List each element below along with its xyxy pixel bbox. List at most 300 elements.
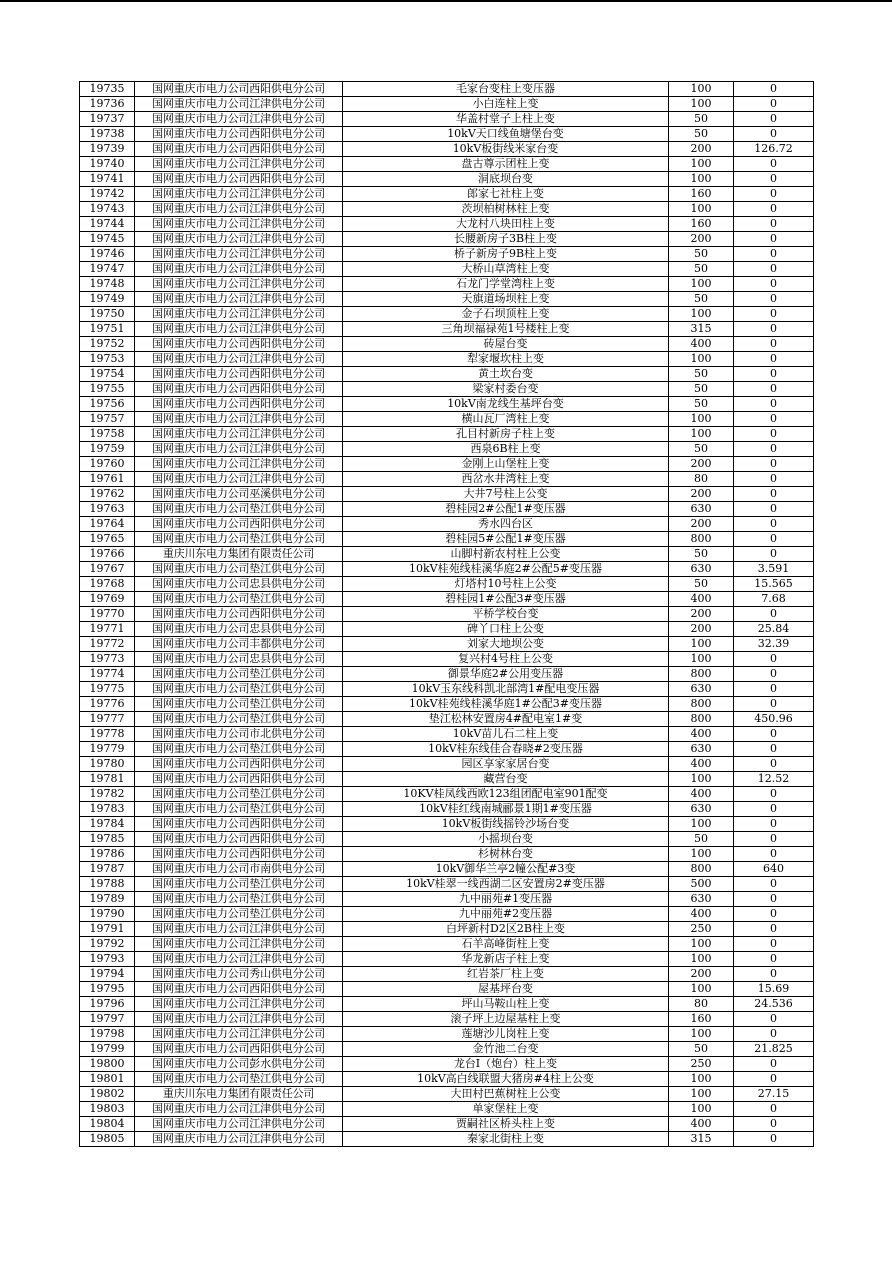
table-row <box>80 817 814 832</box>
table-row <box>80 547 814 562</box>
row-number-cell: 19751 <box>80 322 135 337</box>
capacity-cell: 200 <box>669 967 734 982</box>
transformer-name-cell: 10kV桂东线佳合春晓#2变压器 <box>343 742 669 757</box>
capacity-cell: 800 <box>669 862 734 877</box>
value-cell: 0 <box>734 787 814 802</box>
table-row <box>80 577 814 592</box>
row-number-cell: 19763 <box>80 502 135 517</box>
transformer-name-cell: 复兴村4号柱上公变 <box>343 652 669 667</box>
capacity-cell: 50 <box>669 547 734 562</box>
capacity-cell: 200 <box>669 517 734 532</box>
row-number-cell: 19759 <box>80 442 135 457</box>
table-row <box>80 97 814 112</box>
table-row <box>80 1027 814 1042</box>
value-cell: 0 <box>734 697 814 712</box>
value-cell: 0 <box>734 412 814 427</box>
capacity-cell: 100 <box>669 352 734 367</box>
transformer-name-cell: 灯塔村10号柱上公变 <box>343 577 669 592</box>
transformer-name-cell: 犁家堰坎柱上变 <box>343 352 669 367</box>
company-cell: 国网重庆市电力公司垫江供电分公司 <box>135 742 343 757</box>
row-number-cell: 19748 <box>80 277 135 292</box>
row-number-cell: 19787 <box>80 862 135 877</box>
company-cell: 国网重庆市电力公司江津供电分公司 <box>135 472 343 487</box>
company-cell: 国网重庆市电力公司江津供电分公司 <box>135 217 343 232</box>
table-row <box>80 367 814 382</box>
company-cell: 国网重庆市电力公司垫江供电分公司 <box>135 907 343 922</box>
row-number-cell: 19740 <box>80 157 135 172</box>
value-cell: 27.15 <box>734 1087 814 1102</box>
company-cell: 国网重庆市电力公司彭水供电分公司 <box>135 1057 343 1072</box>
table-row <box>80 847 814 862</box>
transformer-name-cell: 大龙村八块田柱上变 <box>343 217 669 232</box>
row-number-cell: 19804 <box>80 1117 135 1132</box>
row-number-cell: 19739 <box>80 142 135 157</box>
row-number-cell: 19749 <box>80 292 135 307</box>
table-row <box>80 82 814 97</box>
row-number-cell: 19735 <box>80 82 135 97</box>
value-cell: 0 <box>734 517 814 532</box>
company-cell: 国网重庆市电力公司市南供电分公司 <box>135 862 343 877</box>
table-body <box>80 82 814 1147</box>
capacity-cell: 100 <box>669 937 734 952</box>
row-number-cell: 19744 <box>80 217 135 232</box>
table-row <box>80 1012 814 1027</box>
transformer-name-cell: 桥子新房子9B柱上变 <box>343 247 669 262</box>
capacity-cell: 400 <box>669 592 734 607</box>
table-row <box>80 142 814 157</box>
transformer-name-cell: 茨坝柏树林柱上变 <box>343 202 669 217</box>
capacity-cell: 100 <box>669 1087 734 1102</box>
transformer-name-cell: 白坪新村D2区2B柱上变 <box>343 922 669 937</box>
value-cell: 0 <box>734 832 814 847</box>
company-cell: 国网重庆市电力公司江津供电分公司 <box>135 952 343 967</box>
row-number-cell: 19747 <box>80 262 135 277</box>
capacity-cell: 50 <box>669 397 734 412</box>
capacity-cell: 400 <box>669 337 734 352</box>
transformer-name-cell: 10kV御华兰亭2幢公配#3变 <box>343 862 669 877</box>
transformer-name-cell: 贾嗣社区桥头柱上变 <box>343 1117 669 1132</box>
capacity-cell: 100 <box>669 772 734 787</box>
row-number-cell: 19789 <box>80 892 135 907</box>
transformer-name-cell: 山脚村新农村柱上公变 <box>343 547 669 562</box>
value-cell: 0 <box>734 922 814 937</box>
row-number-cell: 19800 <box>80 1057 135 1072</box>
row-number-cell: 19781 <box>80 772 135 787</box>
table-row <box>80 637 814 652</box>
row-number-cell: 19788 <box>80 877 135 892</box>
company-cell: 国网重庆市电力公司垫江供电分公司 <box>135 592 343 607</box>
company-cell: 国网重庆市电力公司江津供电分公司 <box>135 232 343 247</box>
row-number-cell: 19805 <box>80 1132 135 1147</box>
row-number-cell: 19801 <box>80 1072 135 1087</box>
table-row <box>80 127 814 142</box>
value-cell: 0 <box>734 547 814 562</box>
value-cell: 12.52 <box>734 772 814 787</box>
value-cell: 0 <box>734 937 814 952</box>
transformer-name-cell: 三角坝福禄苑1号楼柱上变 <box>343 322 669 337</box>
value-cell: 0 <box>734 682 814 697</box>
transformer-name-cell: 碑丫口柱上公变 <box>343 622 669 637</box>
value-cell: 0 <box>734 607 814 622</box>
company-cell: 国网重庆市电力公司江津供电分公司 <box>135 292 343 307</box>
value-cell: 0 <box>734 442 814 457</box>
transformer-name-cell: 10KV桂凤线西欧123组团配电室901配变 <box>343 787 669 802</box>
value-cell: 0 <box>734 217 814 232</box>
table-row <box>80 952 814 967</box>
table-row <box>80 757 814 772</box>
table-row <box>80 832 814 847</box>
capacity-cell: 100 <box>669 1072 734 1087</box>
capacity-cell: 100 <box>669 412 734 427</box>
company-cell: 国网重庆市电力公司西阳供电分公司 <box>135 172 343 187</box>
capacity-cell: 160 <box>669 217 734 232</box>
transformer-name-cell: 10kV苗儿石二柱上变 <box>343 727 669 742</box>
capacity-cell: 50 <box>669 262 734 277</box>
row-number-cell: 19796 <box>80 997 135 1012</box>
value-cell: 0 <box>734 172 814 187</box>
capacity-cell: 100 <box>669 817 734 832</box>
transformer-name-cell: 秦家北街柱上变 <box>343 1132 669 1147</box>
transformer-name-cell: 10kV高白线联盟大猪房#4柱上公变 <box>343 1072 669 1087</box>
row-number-cell: 19775 <box>80 682 135 697</box>
company-cell: 国网重庆市电力公司江津供电分公司 <box>135 277 343 292</box>
transformer-name-cell: 垫江松林安置房4#配电室1#变 <box>343 712 669 727</box>
company-cell: 国网重庆市电力公司江津供电分公司 <box>135 937 343 952</box>
capacity-cell: 630 <box>669 742 734 757</box>
transformer-name-cell: 砖屋台变 <box>343 337 669 352</box>
company-cell: 重庆川东电力集团有限责任公司 <box>135 547 343 562</box>
transformer-name-cell: 莲塘沙儿岗柱上变 <box>343 1027 669 1042</box>
company-cell: 国网重庆市电力公司江津供电分公司 <box>135 202 343 217</box>
row-number-cell: 19790 <box>80 907 135 922</box>
value-cell: 0 <box>734 97 814 112</box>
transformer-name-cell: 天旗道场坝柱上变 <box>343 292 669 307</box>
table-row <box>80 487 814 502</box>
transformer-name-cell: 黄土坎台变 <box>343 367 669 382</box>
value-cell: 0 <box>734 262 814 277</box>
transformer-name-cell: 10kV桂苑线桂溪华庭1#公配3#变压器 <box>343 697 669 712</box>
value-cell: 32.39 <box>734 637 814 652</box>
capacity-cell: 100 <box>669 202 734 217</box>
transformer-name-cell: 藏营台变 <box>343 772 669 787</box>
value-cell: 0 <box>734 292 814 307</box>
value-cell: 0 <box>734 967 814 982</box>
value-cell: 15.565 <box>734 577 814 592</box>
company-cell: 国网重庆市电力公司江津供电分公司 <box>135 1027 343 1042</box>
company-cell: 国网重庆市电力公司垫江供电分公司 <box>135 787 343 802</box>
value-cell: 0 <box>734 352 814 367</box>
table-row <box>80 862 814 877</box>
company-cell: 国网重庆市电力公司西阳供电分公司 <box>135 982 343 997</box>
value-cell: 0 <box>734 1102 814 1117</box>
table-row <box>80 562 814 577</box>
company-cell: 国网重庆市电力公司西阳供电分公司 <box>135 142 343 157</box>
transformer-name-cell: 长腰新房子3B柱上变 <box>343 232 669 247</box>
capacity-cell: 250 <box>669 922 734 937</box>
transformer-name-cell: 金子石坝顶柱上变 <box>343 307 669 322</box>
table-row <box>80 292 814 307</box>
value-cell: 15.69 <box>734 982 814 997</box>
row-number-cell: 19753 <box>80 352 135 367</box>
company-cell: 国网重庆市电力公司西阳供电分公司 <box>135 1042 343 1057</box>
capacity-cell: 200 <box>669 607 734 622</box>
value-cell: 0 <box>734 652 814 667</box>
value-cell: 0 <box>734 457 814 472</box>
row-number-cell: 19762 <box>80 487 135 502</box>
table-row <box>80 742 814 757</box>
value-cell: 0 <box>734 1057 814 1072</box>
value-cell: 0 <box>734 397 814 412</box>
company-cell: 国网重庆市电力公司西阳供电分公司 <box>135 757 343 772</box>
table-row <box>80 1132 814 1147</box>
capacity-cell: 100 <box>669 1102 734 1117</box>
table-row <box>80 907 814 922</box>
transformer-name-cell: 西泉6B柱上变 <box>343 442 669 457</box>
table-row <box>80 1087 814 1102</box>
company-cell: 国网重庆市电力公司垫江供电分公司 <box>135 502 343 517</box>
row-number-cell: 19798 <box>80 1027 135 1042</box>
company-cell: 国网重庆市电力公司忠县供电分公司 <box>135 652 343 667</box>
table-row <box>80 202 814 217</box>
company-cell: 国网重庆市电力公司江津供电分公司 <box>135 1012 343 1027</box>
transformer-name-cell: 屋基坪台变 <box>343 982 669 997</box>
company-cell: 国网重庆市电力公司巫溪供电分公司 <box>135 487 343 502</box>
capacity-cell: 100 <box>669 637 734 652</box>
transformer-name-cell: 10kV桂红线南城郦景1期1#变压器 <box>343 802 669 817</box>
transformer-name-cell: 秀水四台区 <box>343 517 669 532</box>
transformer-name-cell: 刘家大地坝公变 <box>343 637 669 652</box>
row-number-cell: 19793 <box>80 952 135 967</box>
transformer-name-cell: 孔目村新房子柱上变 <box>343 427 669 442</box>
transformer-name-cell: 红岩茶厂柱上变 <box>343 967 669 982</box>
company-cell: 国网重庆市电力公司垫江供电分公司 <box>135 562 343 577</box>
value-cell: 0 <box>734 892 814 907</box>
capacity-cell: 315 <box>669 322 734 337</box>
table-row <box>80 697 814 712</box>
transformer-name-cell: 坪山马鞍山柱上变 <box>343 997 669 1012</box>
value-cell: 0 <box>734 487 814 502</box>
transformer-name-cell: 平桥学校台变 <box>343 607 669 622</box>
transformer-name-cell: 九中丽苑#1变压器 <box>343 892 669 907</box>
row-number-cell: 19760 <box>80 457 135 472</box>
company-cell: 国网重庆市电力公司江津供电分公司 <box>135 112 343 127</box>
row-number-cell: 19742 <box>80 187 135 202</box>
table-row <box>80 412 814 427</box>
value-cell: 0 <box>734 307 814 322</box>
row-number-cell: 19750 <box>80 307 135 322</box>
company-cell: 国网重庆市电力公司江津供电分公司 <box>135 352 343 367</box>
page-top-rule <box>0 0 892 2</box>
company-cell: 国网重庆市电力公司江津供电分公司 <box>135 187 343 202</box>
row-number-cell: 19754 <box>80 367 135 382</box>
table-row <box>80 337 814 352</box>
transformer-name-cell: 滚子坪上边屋基柱上变 <box>343 1012 669 1027</box>
row-number-cell: 19761 <box>80 472 135 487</box>
company-cell: 国网重庆市电力公司江津供电分公司 <box>135 262 343 277</box>
table-row <box>80 967 814 982</box>
table-row <box>80 322 814 337</box>
transformer-name-cell: 郎家七社柱上变 <box>343 187 669 202</box>
transformer-name-cell: 10kV桂翠一线西湖二区安置房2#变压器 <box>343 877 669 892</box>
transformer-name-cell: 大井7号柱上公变 <box>343 487 669 502</box>
row-number-cell: 19780 <box>80 757 135 772</box>
transformer-name-cell: 10kV桂苑线桂溪华庭2#公配5#变压器 <box>343 562 669 577</box>
row-number-cell: 19768 <box>80 577 135 592</box>
transformer-name-cell: 洞底坝台变 <box>343 172 669 187</box>
row-number-cell: 19737 <box>80 112 135 127</box>
value-cell: 0 <box>734 232 814 247</box>
capacity-cell: 50 <box>669 247 734 262</box>
capacity-cell: 100 <box>669 982 734 997</box>
company-cell: 国网重庆市电力公司西阳供电分公司 <box>135 367 343 382</box>
transformer-name-cell: 碧桂园5#公配1#变压器 <box>343 532 669 547</box>
value-cell: 0 <box>734 1132 814 1147</box>
company-cell: 国网重庆市电力公司秀山供电分公司 <box>135 967 343 982</box>
transformer-name-cell: 石羊高峰街柱上变 <box>343 937 669 952</box>
transformer-name-cell: 御景华庭2#公用变压器 <box>343 667 669 682</box>
capacity-cell: 800 <box>669 532 734 547</box>
row-number-cell: 19757 <box>80 412 135 427</box>
transformer-name-cell: 九中丽苑#2变压器 <box>343 907 669 922</box>
row-number-cell: 19795 <box>80 982 135 997</box>
row-number-cell: 19799 <box>80 1042 135 1057</box>
company-cell: 国网重庆市电力公司垫江供电分公司 <box>135 892 343 907</box>
capacity-cell: 50 <box>669 1042 734 1057</box>
capacity-cell: 200 <box>669 457 734 472</box>
company-cell: 国网重庆市电力公司江津供电分公司 <box>135 1132 343 1147</box>
transformer-name-cell: 华盖村堂子上柱上变 <box>343 112 669 127</box>
row-number-cell: 19736 <box>80 97 135 112</box>
row-number-cell: 19771 <box>80 622 135 637</box>
row-number-cell: 19764 <box>80 517 135 532</box>
value-cell: 0 <box>734 1117 814 1132</box>
table-row <box>80 667 814 682</box>
value-cell: 21.825 <box>734 1042 814 1057</box>
company-cell: 国网重庆市电力公司垫江供电分公司 <box>135 682 343 697</box>
value-cell: 0 <box>734 1027 814 1042</box>
row-number-cell: 19803 <box>80 1102 135 1117</box>
company-cell: 国网重庆市电力公司西阳供电分公司 <box>135 397 343 412</box>
company-cell: 国网重庆市电力公司西阳供电分公司 <box>135 772 343 787</box>
value-cell: 25.84 <box>734 622 814 637</box>
table-row <box>80 157 814 172</box>
row-number-cell: 19776 <box>80 697 135 712</box>
company-cell: 国网重庆市电力公司江津供电分公司 <box>135 412 343 427</box>
row-number-cell: 19738 <box>80 127 135 142</box>
table-row <box>80 787 814 802</box>
table-row <box>80 892 814 907</box>
capacity-cell: 200 <box>669 142 734 157</box>
row-number-cell: 19769 <box>80 592 135 607</box>
value-cell: 0 <box>734 817 814 832</box>
table-row <box>80 727 814 742</box>
company-cell: 国网重庆市电力公司江津供电分公司 <box>135 1102 343 1117</box>
table-row <box>80 922 814 937</box>
value-cell: 126.72 <box>734 142 814 157</box>
table-row <box>80 247 814 262</box>
table-row <box>80 232 814 247</box>
table-row <box>80 457 814 472</box>
value-cell: 0 <box>734 1072 814 1087</box>
capacity-cell: 800 <box>669 712 734 727</box>
capacity-cell: 800 <box>669 667 734 682</box>
table-row <box>80 622 814 637</box>
value-cell: 0 <box>734 667 814 682</box>
transformer-name-cell: 金竹池二台变 <box>343 1042 669 1057</box>
table-row <box>80 442 814 457</box>
capacity-cell: 80 <box>669 472 734 487</box>
capacity-cell: 100 <box>669 277 734 292</box>
row-number-cell: 19784 <box>80 817 135 832</box>
company-cell: 国网重庆市电力公司忠县供电分公司 <box>135 622 343 637</box>
company-cell: 国网重庆市电力公司江津供电分公司 <box>135 442 343 457</box>
company-cell: 国网重庆市电力公司江津供电分公司 <box>135 922 343 937</box>
company-cell: 国网重庆市电力公司西阳供电分公司 <box>135 127 343 142</box>
row-number-cell: 19765 <box>80 532 135 547</box>
company-cell: 国网重庆市电力公司西阳供电分公司 <box>135 832 343 847</box>
capacity-cell: 100 <box>669 952 734 967</box>
table-row <box>80 802 814 817</box>
table-row <box>80 172 814 187</box>
value-cell: 0 <box>734 157 814 172</box>
value-cell: 0 <box>734 82 814 97</box>
company-cell: 国网重庆市电力公司江津供电分公司 <box>135 457 343 472</box>
company-cell: 国网重庆市电力公司垫江供电分公司 <box>135 697 343 712</box>
value-cell: 0 <box>734 952 814 967</box>
company-cell: 国网重庆市电力公司西阳供电分公司 <box>135 847 343 862</box>
company-cell: 国网重庆市电力公司江津供电分公司 <box>135 322 343 337</box>
capacity-cell: 100 <box>669 97 734 112</box>
table-row <box>80 187 814 202</box>
table-row <box>80 502 814 517</box>
row-number-cell: 19767 <box>80 562 135 577</box>
company-cell: 国网重庆市电力公司垫江供电分公司 <box>135 1072 343 1087</box>
capacity-cell: 200 <box>669 232 734 247</box>
value-cell: 450.96 <box>734 712 814 727</box>
row-number-cell: 19755 <box>80 382 135 397</box>
table-row <box>80 652 814 667</box>
capacity-cell: 800 <box>669 697 734 712</box>
table-row <box>80 427 814 442</box>
table-row <box>80 1042 814 1057</box>
transformer-name-cell: 碧桂园1#公配3#变压器 <box>343 592 669 607</box>
row-number-cell: 19797 <box>80 1012 135 1027</box>
value-cell: 0 <box>734 187 814 202</box>
table-row <box>80 1057 814 1072</box>
value-cell: 7.68 <box>734 592 814 607</box>
capacity-cell: 400 <box>669 1117 734 1132</box>
value-cell: 0 <box>734 322 814 337</box>
transformer-name-cell: 石龙门学堂湾柱上变 <box>343 277 669 292</box>
capacity-cell: 400 <box>669 787 734 802</box>
row-number-cell: 19773 <box>80 652 135 667</box>
table-row <box>80 397 814 412</box>
row-number-cell: 19791 <box>80 922 135 937</box>
capacity-cell: 100 <box>669 847 734 862</box>
transformer-name-cell: 10kV南龙线生基坪台变 <box>343 397 669 412</box>
capacity-cell: 50 <box>669 832 734 847</box>
row-number-cell: 19792 <box>80 937 135 952</box>
value-cell: 0 <box>734 127 814 142</box>
company-cell: 重庆川东电力集团有限责任公司 <box>135 1087 343 1102</box>
value-cell: 0 <box>734 847 814 862</box>
capacity-cell: 630 <box>669 562 734 577</box>
transformer-name-cell: 小白连柱上变 <box>343 97 669 112</box>
company-cell: 国网重庆市电力公司垫江供电分公司 <box>135 532 343 547</box>
capacity-cell: 50 <box>669 292 734 307</box>
company-cell: 国网重庆市电力公司江津供电分公司 <box>135 247 343 262</box>
row-number-cell: 19758 <box>80 427 135 442</box>
